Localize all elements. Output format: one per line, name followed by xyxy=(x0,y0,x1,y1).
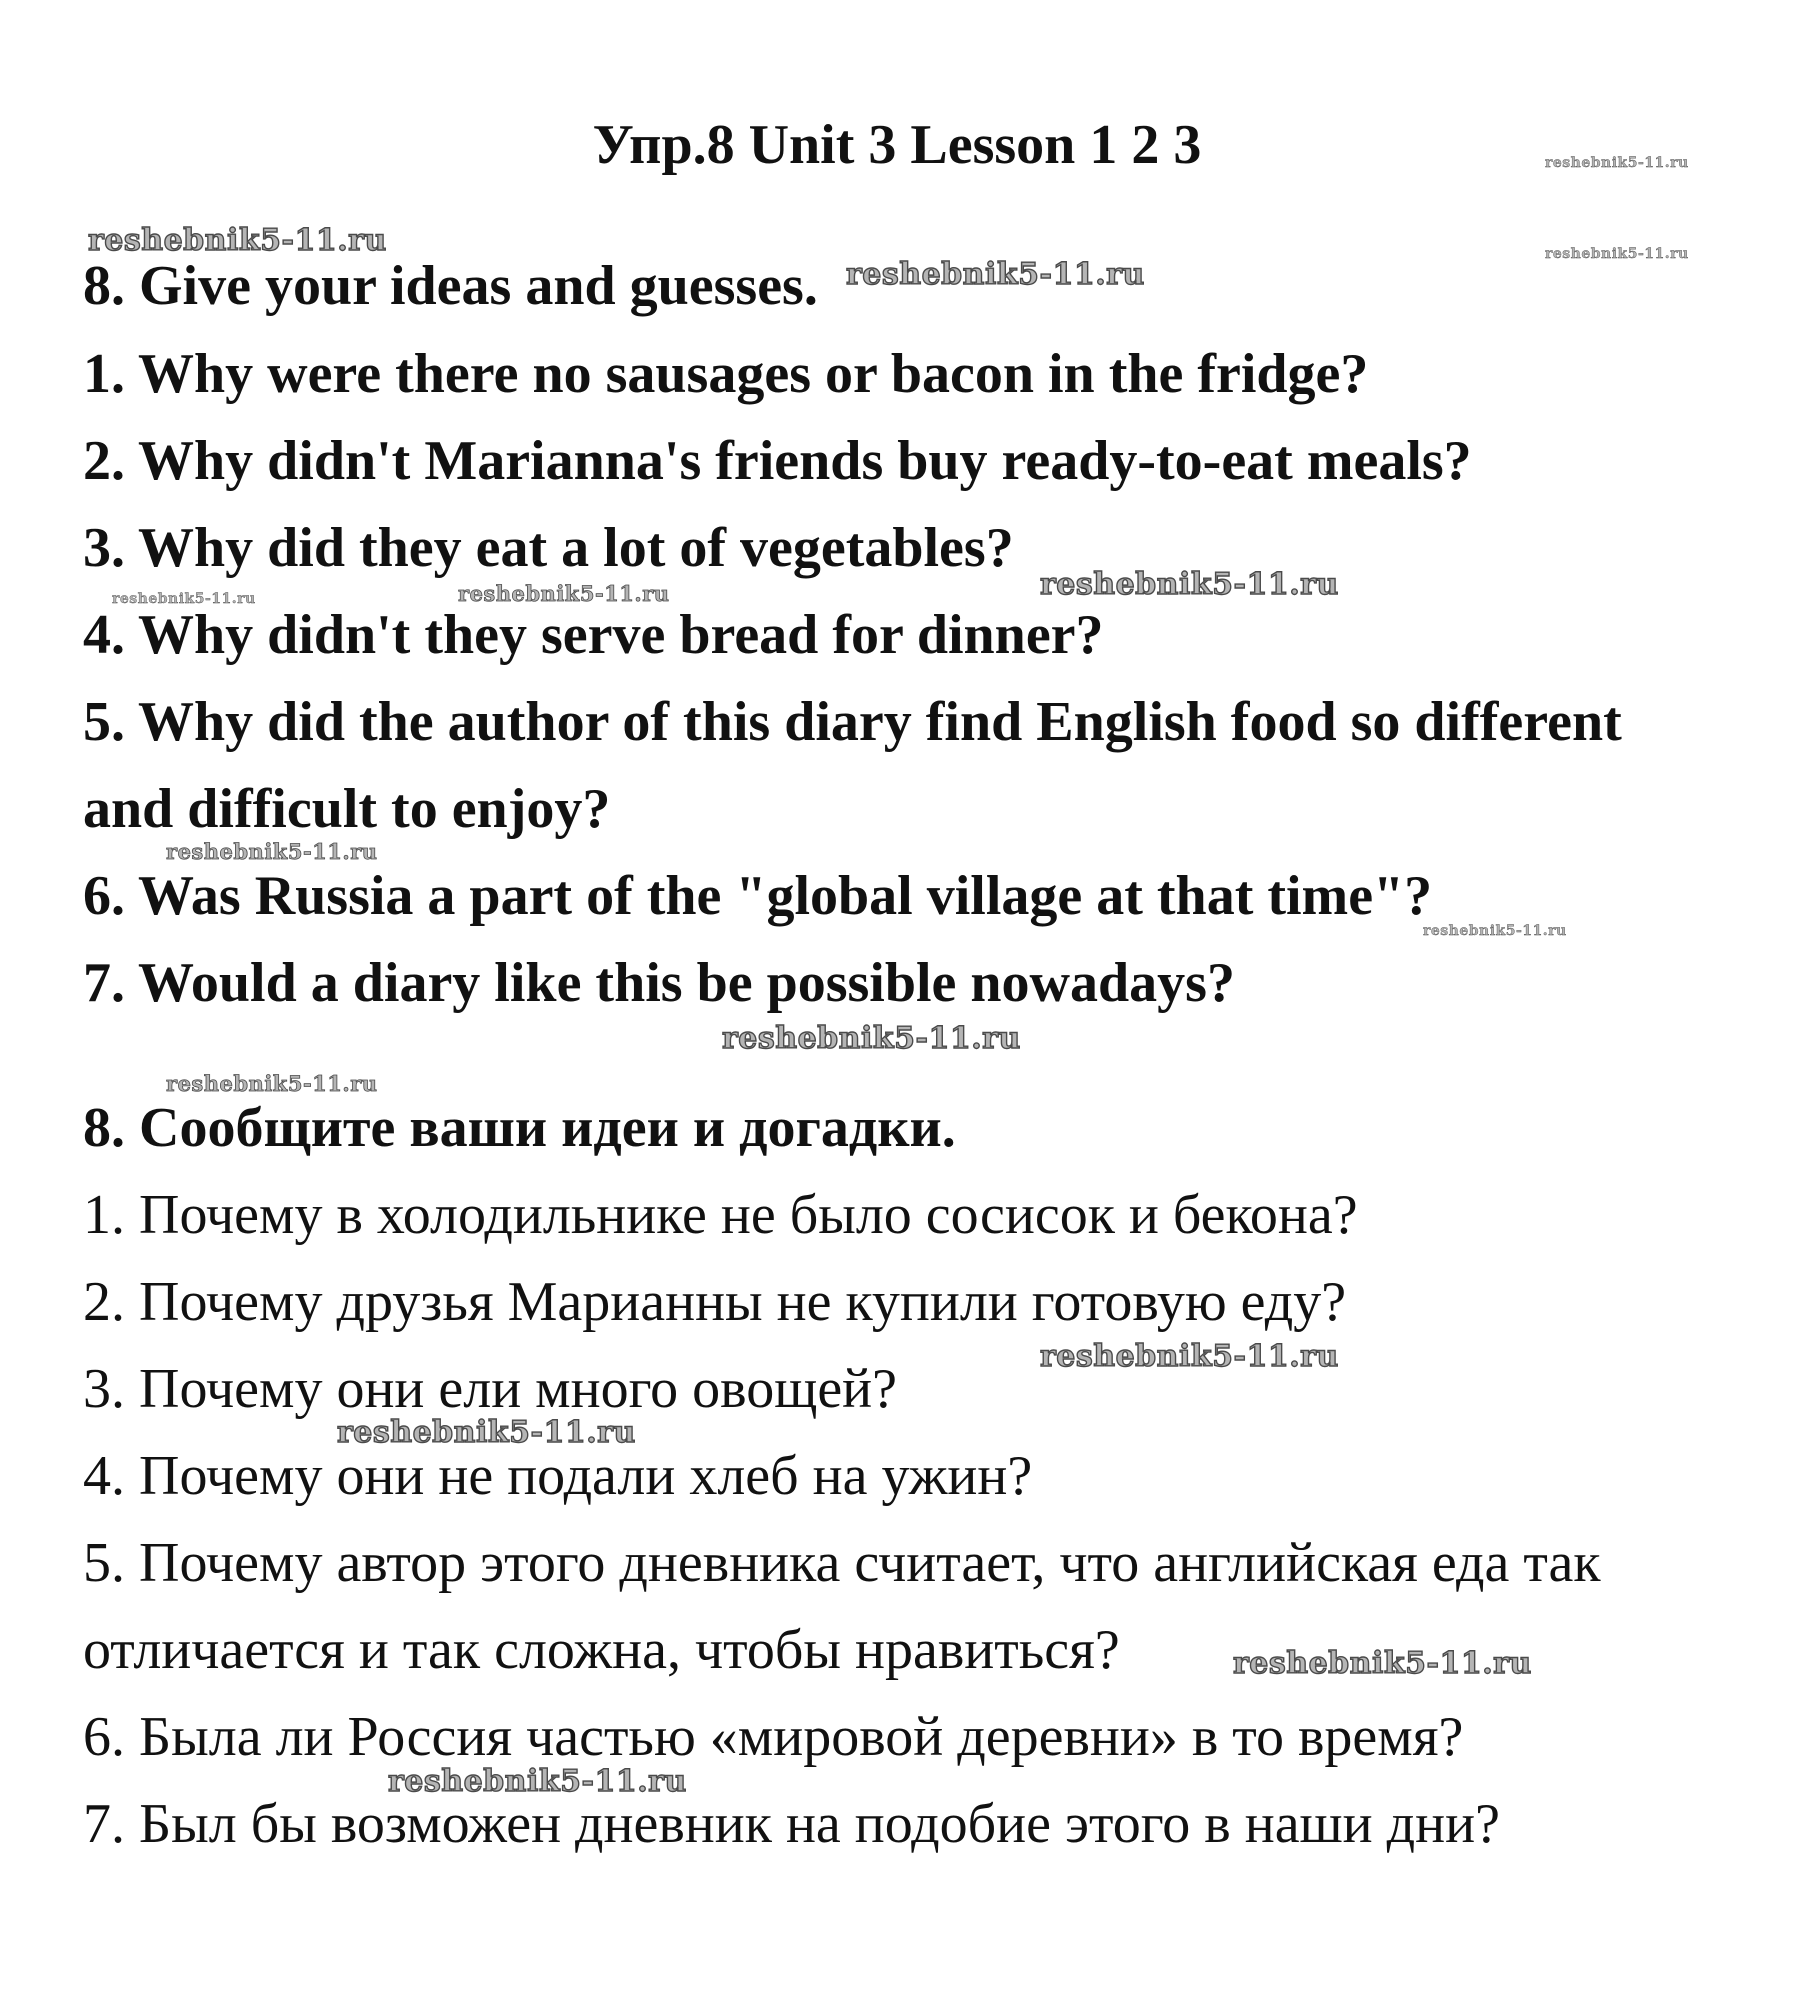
watermark: reshebnik5-11.ru xyxy=(1233,1646,1532,1681)
watermark: reshebnik5-11.ru xyxy=(722,1021,1021,1056)
english-heading: 8. Give your ideas and guesses. xyxy=(83,255,818,317)
russian-question-3: 3. Почему они ели много овощей? xyxy=(83,1358,897,1420)
russian-question-5-line-1: 5. Почему автор этого дневника считает, что английская еда так xyxy=(83,1532,1601,1594)
page-title: Упр.8 Unit 3 Lesson 1 2 3 xyxy=(592,114,1202,176)
russian-question-5-line-2: отличается и так сложна, чтобы нравиться? xyxy=(83,1619,1120,1681)
english-question-5-line-1: 5. Why did the author of this diary find English food so different xyxy=(83,691,1622,753)
watermark: reshebnik5-11.ru xyxy=(458,581,670,606)
english-question-4: 4. Why didn't they serve bread for dinner? xyxy=(83,604,1104,666)
english-question-5-line-2: and difficult to enjoy? xyxy=(83,778,611,840)
watermark: reshebnik5-11.ru xyxy=(1040,567,1339,602)
russian-question-1: 1. Почему в холодильнике не было сосисок и бекона? xyxy=(83,1184,1358,1246)
watermark: reshebnik5-11.ru xyxy=(1545,246,1689,262)
russian-question-7: 7. Был бы возможен дневник на подобие этого в наши дни? xyxy=(83,1793,1500,1855)
russian-heading: 8. Сообщите ваши идеи и догадки. xyxy=(83,1097,956,1159)
watermark: reshebnik5-11.ru xyxy=(112,591,256,607)
watermark: reshebnik5-11.ru xyxy=(1040,1339,1339,1374)
english-question-7: 7. Would a diary like this be possible nowadays? xyxy=(83,952,1235,1014)
watermark: reshebnik5-11.ru xyxy=(166,839,378,864)
russian-question-4: 4. Почему они не подали хлеб на ужин? xyxy=(83,1445,1033,1507)
watermark: reshebnik5-11.ru xyxy=(1545,155,1689,171)
watermark: reshebnik5-11.ru xyxy=(388,1764,687,1799)
english-question-6: 6. Was Russia a part of the "global village at that time"? xyxy=(83,865,1433,927)
watermark: reshebnik5-11.ru xyxy=(337,1415,636,1450)
watermark: reshebnik5-11.ru xyxy=(88,223,387,258)
watermark: reshebnik5-11.ru xyxy=(846,257,1145,292)
english-question-3: 3. Why did they eat a lot of vegetables? xyxy=(83,517,1014,579)
russian-question-2: 2. Почему друзья Марианны не купили готовую еду? xyxy=(83,1271,1347,1333)
english-question-1: 1. Why were there no sausages or bacon in the fridge? xyxy=(83,343,1369,405)
russian-question-6: 6. Была ли Россия частью «мировой деревни» в то время? xyxy=(83,1706,1464,1768)
english-question-2: 2. Why didn't Marianna's friends buy ready-to-eat meals? xyxy=(83,430,1472,492)
watermark: reshebnik5-11.ru xyxy=(1423,923,1567,939)
watermark: reshebnik5-11.ru xyxy=(166,1071,378,1096)
